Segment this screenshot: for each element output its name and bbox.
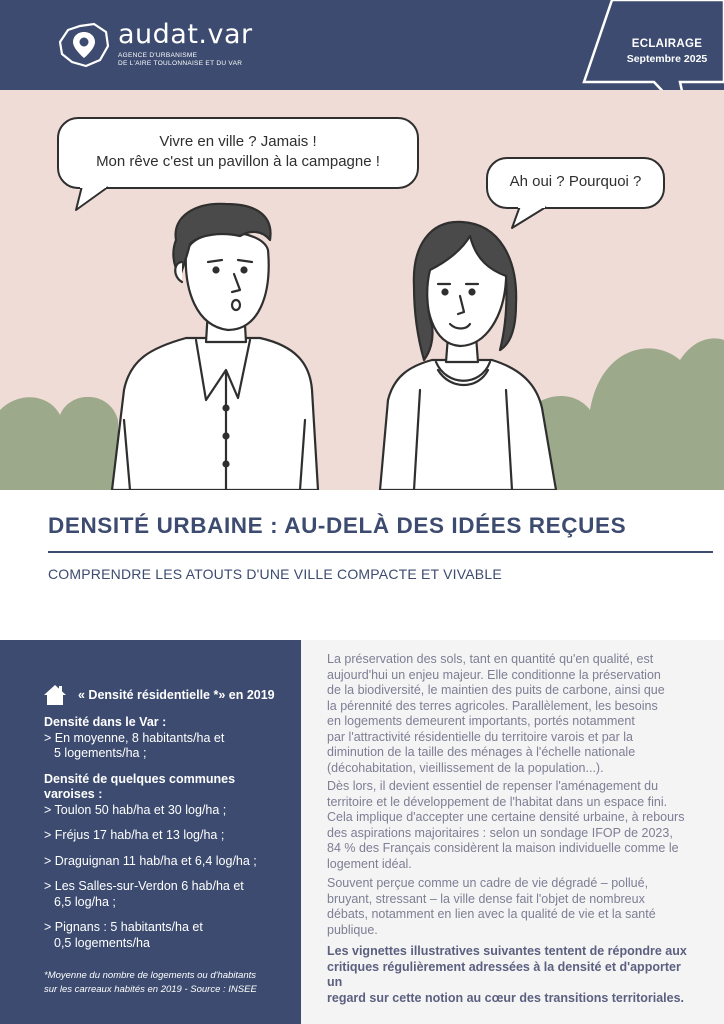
commune-frejus: > Fréjus 17 hab/ha et 13 log/ha ;	[44, 828, 225, 842]
p4-line: Les vignettes illustratives suivantes tentent de répondre aux	[327, 944, 687, 958]
commune-salles-line-2: 6,5 log/ha ;	[54, 894, 116, 909]
brand-tagline-1: AGENCE D'URBANISME	[118, 52, 198, 59]
p4-line: critiques régulièrement adressées à la densité et d'apporter un	[327, 959, 681, 989]
badge-date: Septembre 2025	[626, 53, 708, 65]
var-density-line-1: > En moyenne, 8 habitants/ha et	[44, 730, 225, 745]
p2-line: Dès lors, il devient essentiel de repenser l'aménagement du	[327, 779, 659, 793]
var-density-title: Densité dans le Var :	[44, 715, 167, 729]
brand-name: audat.var	[118, 19, 253, 50]
p1-line: (décohabitation, vieillissement de la population...).	[327, 760, 604, 775]
bubble-left-line-2: Mon rêve c'est un pavillon à la campagne !	[96, 153, 380, 170]
footnote-line-2: sur les carreaux habités en 2019 - Source : INSEE	[44, 983, 257, 995]
p1-line: de la biodiversité, le maintien des puits de carbone, ainsi que	[327, 683, 665, 697]
p2-line: logement idéal.	[327, 856, 412, 871]
p3-line: publique.	[327, 922, 378, 937]
p1-line: par l'attractivité résidentielle du territoire varois et par la	[327, 729, 633, 744]
p2-line: Cela implique d'accepter une certaine densité urbaine, à rebours	[327, 810, 685, 824]
paragraph-3	[327, 876, 687, 938]
brand-text	[118, 20, 253, 68]
p1-line: aujourd'hui un enjeu majeur. Elle conditionne la préservation	[327, 667, 661, 682]
commune-pignans-line-2: 0,5 logements/ha	[54, 935, 150, 950]
communes-title-2: varoises :	[44, 787, 103, 801]
sidebar-footnote	[44, 969, 284, 996]
title-divider	[48, 551, 713, 553]
house-icon	[42, 683, 68, 707]
sidebar-heading	[42, 683, 275, 707]
p2-line: des aspirations majoritaires : selon un sondage IFOP de 2023,	[327, 825, 673, 840]
man-figure-icon	[112, 204, 318, 490]
brand-logo[interactable]	[54, 20, 253, 70]
page-title: DENSITÉ URBAINE : AU-DELÀ DES IDÉES REÇUES	[48, 513, 627, 538]
footnote-line-1: *Moyenne du nombre de logements ou d'habitants	[44, 970, 257, 981]
p1-line: La préservation des sols, tant en quantité qu'en qualité, est	[327, 652, 654, 666]
brand-tagline-2: DE L'AIRE TOULONNAISE ET DU VAR	[118, 60, 243, 67]
p3-line: bruyant, stressant – la ville dense fait l'objet de nombreux	[327, 891, 645, 906]
bubble-right-text: Ah oui ? Pourquoi ?	[509, 173, 642, 190]
woman-figure-icon	[380, 222, 556, 490]
sidebar-heading-text: « Densité résidentielle *» en 2019	[78, 688, 275, 702]
sidebar-body	[44, 715, 294, 951]
communes-title-1: Densité de quelques communes	[44, 771, 236, 786]
speech-bubble-right	[487, 158, 664, 228]
publication-badge	[612, 36, 722, 67]
paragraph-1	[327, 652, 687, 776]
commune-salles-line-1: > Les Salles-sur-Verdon 6 hab/ha et	[44, 879, 244, 893]
bubble-left-line-1: Vivre en ville ? Jamais !	[159, 133, 317, 150]
p4-line: regard sur cette notion au cœur des transitions territoriales.	[327, 990, 685, 1005]
p3-line: Souvent perçue comme un cadre de vie dégradé – pollué,	[327, 876, 649, 890]
map-pin-logo-icon	[54, 20, 112, 70]
bush-left-icon	[0, 397, 118, 490]
p2-line: 84 % des Français considèrent la maison individuelle comme le	[327, 841, 679, 855]
p1-line: diminution de la taille des ménages à l'échelle nationale	[327, 745, 636, 759]
badge-title: ECLAIRAGE	[631, 38, 703, 50]
paragraph-4	[327, 944, 687, 1006]
p3-line: débats, notamment en lien avec la qualité de vie et la santé	[327, 907, 656, 921]
commune-toulon: > Toulon 50 hab/ha et 30 log/ha ;	[44, 802, 227, 817]
p1-line: la pérennité des terres agricoles. Parallèlement, les besoins	[327, 698, 658, 713]
bubble-left-text	[58, 132, 418, 172]
var-density-line-2: 5 logements/ha ;	[54, 746, 147, 760]
paragraph-2	[327, 779, 687, 872]
commune-pignans-line-1: > Pignans : 5 habitants/ha et	[44, 920, 203, 934]
p1-line: en logements demeurent importants, portés notamment	[327, 714, 635, 728]
page-subtitle: COMPRENDRE LES ATOUTS D'UNE VILLE COMPACTE ET VIVABLE	[48, 566, 502, 582]
commune-draguignan: > Draguignan 11 hab/ha et 6,4 log/ha ;	[44, 853, 257, 868]
p2-line: territoire et le développement de l'habitat dans un espace fini.	[327, 794, 668, 809]
